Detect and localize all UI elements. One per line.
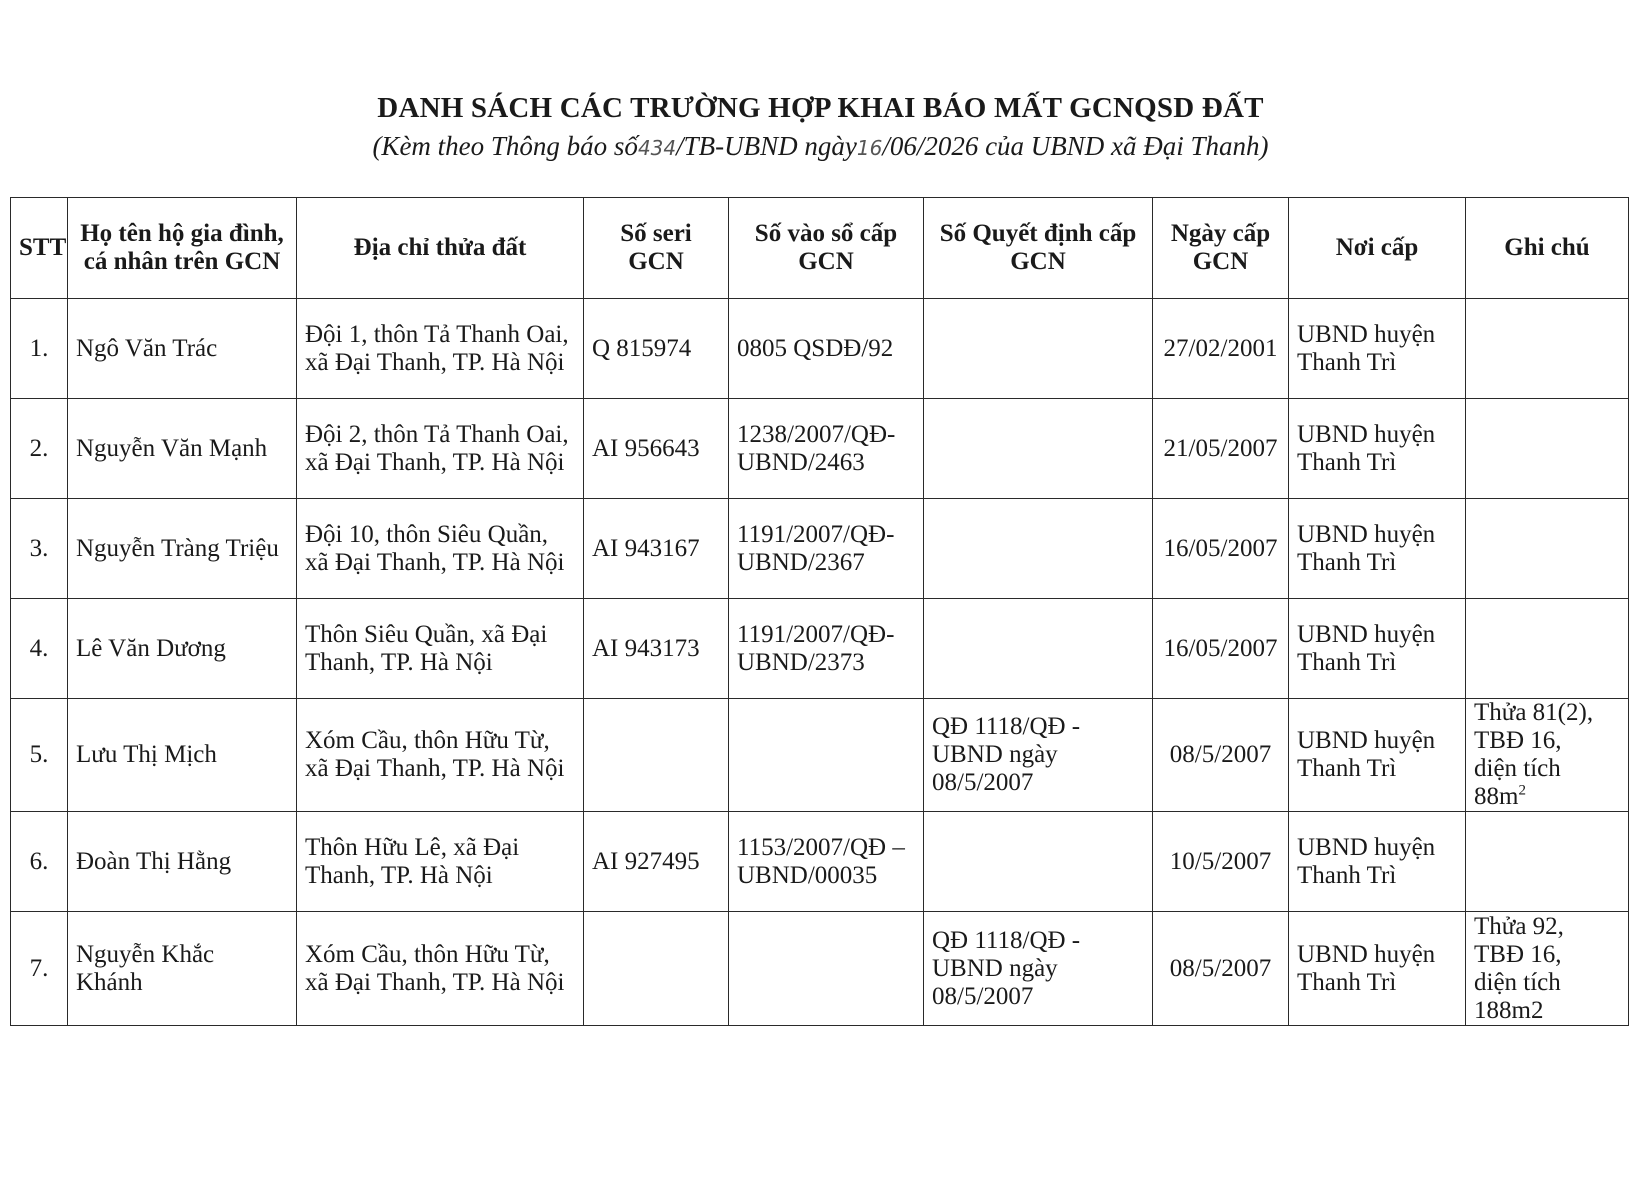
cell-address: Xóm Cầu, thôn Hữu Từ, xã Đại Thanh, TP. Hà Nội <box>297 912 584 1026</box>
document-title: DANH SÁCH CÁC TRƯỜNG HỢP KHAI BÁO MẤT GCNQSD ĐẤT <box>377 92 1264 124</box>
cell-address: Đội 10, thôn Siêu Quần, xã Đại Thanh, TP. Hà Nội <box>297 499 584 599</box>
column-header-stt: STT <box>11 198 68 299</box>
handwritten-notice-number: 434 <box>637 136 677 160</box>
cell-note: Thửa 81(2), TBĐ 16, diện tích $88m^2$ <box>1466 699 1629 812</box>
cell-stt: 5. <box>11 699 68 812</box>
cell-name: Nguyễn Tràng Triệu <box>68 499 297 599</box>
cell-note <box>1466 599 1629 699</box>
cell-name: Nguyễn Khắc Khánh <box>68 912 297 1026</box>
column-header-book-number: Số vào sổ cấp GCN <box>729 198 924 299</box>
cell-issue-date: 10/5/2007 <box>1153 812 1289 912</box>
cell-note <box>1466 499 1629 599</box>
cell-decision <box>924 399 1153 499</box>
cell-name: Lê Văn Dương <box>68 599 297 699</box>
column-header-name: Họ tên hộ gia đình, cá nhân trên GCN <box>68 198 297 299</box>
cell-issue-date: 21/05/2007 <box>1153 399 1289 499</box>
cell-issue-date: 08/5/2007 <box>1153 699 1289 812</box>
cell-address: Thôn Hữu Lê, xã Đại Thanh, TP. Hà Nội <box>297 812 584 912</box>
cell-issue-date: 27/02/2001 <box>1153 299 1289 399</box>
cell-decision <box>924 599 1153 699</box>
cell-book-number <box>729 699 924 812</box>
cell-book-number: 1191/2007/QĐ- UBND/2367 <box>729 499 924 599</box>
cell-note <box>1466 399 1629 499</box>
cell-serial <box>584 699 729 812</box>
cell-issuer: UBND huyện Thanh Trì <box>1289 699 1466 812</box>
cell-book-number: 1238/2007/QĐ- UBND/2463 <box>729 399 924 499</box>
cell-name: Nguyễn Văn Mạnh <box>68 399 297 499</box>
cell-issuer: UBND huyện Thanh Trì <box>1289 912 1466 1026</box>
table-row <box>11 299 1629 399</box>
cell-note <box>1466 812 1629 912</box>
column-header-note: Ghi chú <box>1466 198 1629 299</box>
cell-stt: 2. <box>11 399 68 499</box>
cell-name: Lưu Thị Mịch <box>68 699 297 812</box>
table-header-row <box>11 198 1629 299</box>
column-header-issue-date: Ngày cấp GCN <box>1153 198 1289 299</box>
table-row <box>11 599 1629 699</box>
cell-serial: AI 956643 <box>584 399 729 499</box>
table-row <box>11 399 1629 499</box>
cell-name: Ngô Văn Trác <box>68 299 297 399</box>
cell-note: Thửa 92, TBĐ 16, diện tích 188m2 <box>1466 912 1629 1026</box>
cell-issue-date: 16/05/2007 <box>1153 599 1289 699</box>
cell-address: Thôn Siêu Quần, xã Đại Thanh, TP. Hà Nội <box>297 599 584 699</box>
cell-stt: 3. <box>11 499 68 599</box>
cell-stt: 4. <box>11 599 68 699</box>
cell-stt: 7. <box>11 912 68 1026</box>
cell-serial <box>584 912 729 1026</box>
cell-serial: AI 927495 <box>584 812 729 912</box>
cell-serial: AI 943167 <box>584 499 729 599</box>
subtitle-text-1: (Kèm theo Thông báo số <box>372 131 638 161</box>
document-header <box>0 92 1641 162</box>
cell-decision <box>924 812 1153 912</box>
cell-decision: QĐ 1118/QĐ - UBND ngày 08/5/2007 <box>924 699 1153 812</box>
subtitle-text-2: /TB-UBND ngày <box>676 131 857 161</box>
column-header-address: Địa chỉ thửa đất <box>297 198 584 299</box>
handwritten-notice-day: 16 <box>856 136 883 160</box>
cell-book-number: 1191/2007/QĐ- UBND/2373 <box>729 599 924 699</box>
cell-serial: Q 815974 <box>584 299 729 399</box>
cell-book-number: 0805 QSDĐ/92 <box>729 299 924 399</box>
subtitle-text-3: /06/2026 của UBND xã Đại Thanh) <box>882 131 1269 161</box>
column-header-serial: Số seri GCN <box>584 198 729 299</box>
cell-issuer: UBND huyện Thanh Trì <box>1289 399 1466 499</box>
table-row <box>11 699 1629 812</box>
cell-address: Đội 1, thôn Tả Thanh Oai, xã Đại Thanh, TP. Hà Nội <box>297 299 584 399</box>
table-row <box>11 812 1629 912</box>
cell-name: Đoàn Thị Hằng <box>68 812 297 912</box>
cell-book-number <box>729 912 924 1026</box>
cell-address: Xóm Cầu, thôn Hữu Từ, xã Đại Thanh, TP. Hà Nội <box>297 699 584 812</box>
cell-note <box>1466 299 1629 399</box>
document-subtitle <box>0 131 1641 162</box>
cell-issue-date: 08/5/2007 <box>1153 912 1289 1026</box>
lost-certificates-table <box>10 197 1629 1026</box>
cell-stt: 6. <box>11 812 68 912</box>
column-header-decision: Số Quyết định cấp GCN <box>924 198 1153 299</box>
cell-stt: 1. <box>11 299 68 399</box>
cell-serial: AI 943173 <box>584 599 729 699</box>
cell-issuer: UBND huyện Thanh Trì <box>1289 299 1466 399</box>
table-row <box>11 912 1629 1026</box>
column-header-issuer: Nơi cấp <box>1289 198 1466 299</box>
cell-issue-date: 16/05/2007 <box>1153 499 1289 599</box>
superscript-exponent: 2 <box>1518 782 1526 799</box>
cell-book-number: 1153/2007/QĐ – UBND/00035 <box>729 812 924 912</box>
cell-issuer: UBND huyện Thanh Trì <box>1289 499 1466 599</box>
table-row <box>11 499 1629 599</box>
cell-issuer: UBND huyện Thanh Trì <box>1289 812 1466 912</box>
cell-decision <box>924 499 1153 599</box>
cell-decision: QĐ 1118/QĐ - UBND ngày 08/5/2007 <box>924 912 1153 1026</box>
cell-address: Đội 2, thôn Tả Thanh Oai, xã Đại Thanh, TP. Hà Nội <box>297 399 584 499</box>
cell-decision <box>924 299 1153 399</box>
cell-issuer: UBND huyện Thanh Trì <box>1289 599 1466 699</box>
